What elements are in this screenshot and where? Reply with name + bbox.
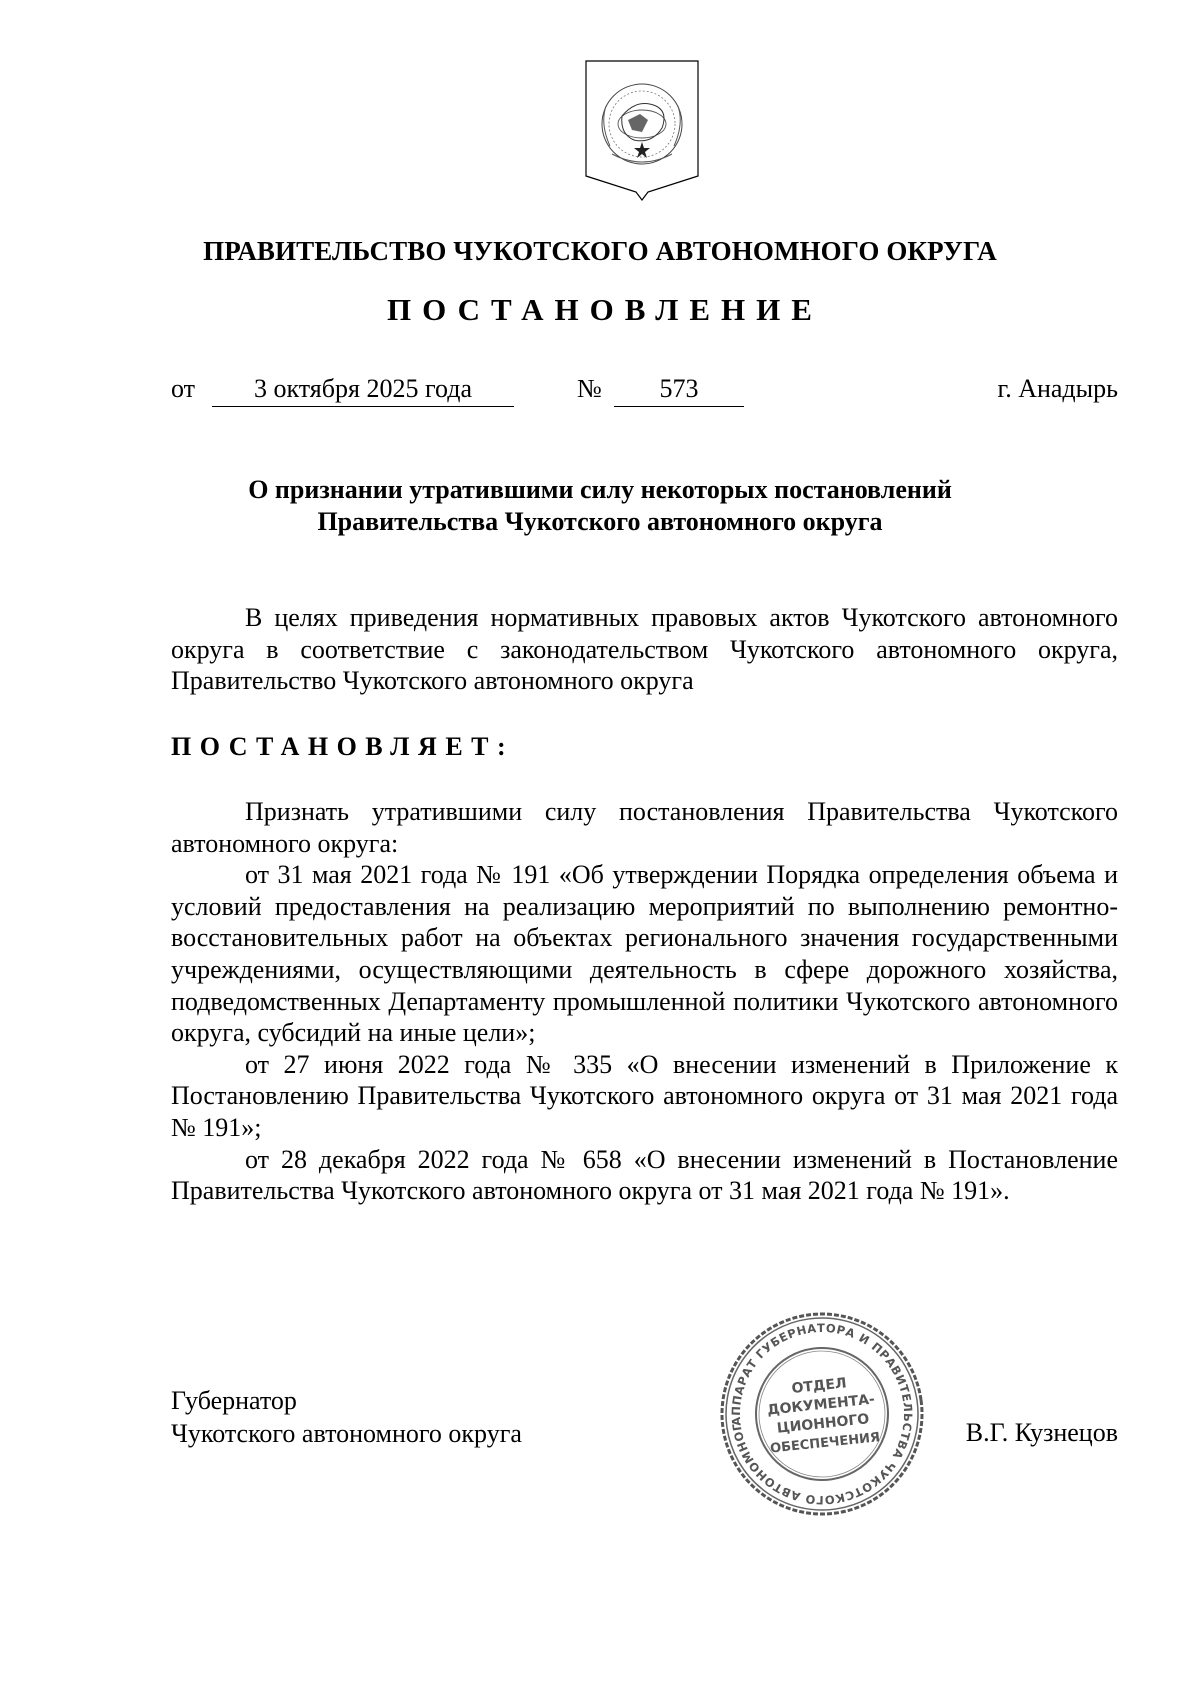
signatory-title-line: Чукотского автономного округа <box>171 1419 522 1448</box>
document-title-line: О признании утратившими силу некоторых постановлений <box>248 475 952 504</box>
body-intro: Признать утратившими силу постановления Правительства Чукотского автономного округа: <box>171 797 1118 858</box>
coat-of-arms-icon <box>582 58 702 208</box>
number-prefix: № <box>577 374 602 403</box>
document-title <box>0 474 1200 538</box>
seal-center-line: ОБЕСПЕЧЕНИЯ <box>769 1430 881 1457</box>
signatory-name: В.Г. Кузнецов <box>965 1418 1118 1447</box>
decree-body <box>171 796 1118 1207</box>
official-seal-icon <box>718 1310 926 1518</box>
preamble <box>171 602 1118 697</box>
document-city: г. Анадырь <box>997 374 1118 403</box>
document-date: 3 октября 2025 года <box>212 374 514 407</box>
seal-center-line: ДОКУМЕНТА- <box>766 1391 876 1419</box>
government-name: ПРАВИТЕЛЬСТВО ЧУКОТСКОГО АВТОНОМНОГО ОКРУГА <box>203 236 997 266</box>
seal-ring-text: АППАРАТ ГУБЕРНАТОРА И ПРАВИТЕЛЬСТВА ЧУКОТСКОГО АВТОНОМНОГО <box>728 1320 916 1508</box>
body-item: от 28 декабря 2022 года № 658 «О внесении изменений в Постановление Правительства Чукотского автономного округа от 31 мая 2021 года № 191». <box>171 1144 1118 1206</box>
body-item: от 31 мая 2021 года № 191 «Об утверждении Порядка определения объема и условий предоставления на реализацию мероприятий по выполнению ремонтно-восстановительных работ на объектах регионального значения государственными учреждениями, осуществляющими деятельность в сфере дорожного хозяйства, подведомственных Департаменту промышленной политики Чукотского автономного округа, субсидий на иные цели»; <box>171 860 1118 1048</box>
document-type: ПОСТАНОВЛЕНИЕ <box>387 292 823 327</box>
decree-word: ПОСТАНОВЛЯЕТ: <box>171 732 515 761</box>
document-title-line: Правительства Чукотского автономного округа <box>317 507 883 536</box>
seal-center-line: ОТДЕЛ <box>790 1375 848 1397</box>
date-prefix: от <box>171 374 196 403</box>
preamble-text: В целях приведения нормативных правовых актов Чукотского автономного округа в соответствие с законодательством Чукотского автономного округа, Правительство Чукотского автономного округа <box>171 603 1118 696</box>
signatory-title <box>171 1384 522 1450</box>
document-number: 573 <box>614 374 744 407</box>
seal-center-line: ЦИОННОГО <box>776 1411 871 1437</box>
body-item: от 27 июня 2022 года № 335 «О внесении изменений в Приложение к Постановлению Правительства Чукотского автономного округа от 31 мая 2021 года № 191»; <box>171 1049 1118 1142</box>
svg-text:АППАРАТ ГУБЕРНАТОРА И ПРАВИТЕЛ <box>718 1310 926 1518</box>
signatory-title-line: Губернатор <box>171 1386 297 1415</box>
